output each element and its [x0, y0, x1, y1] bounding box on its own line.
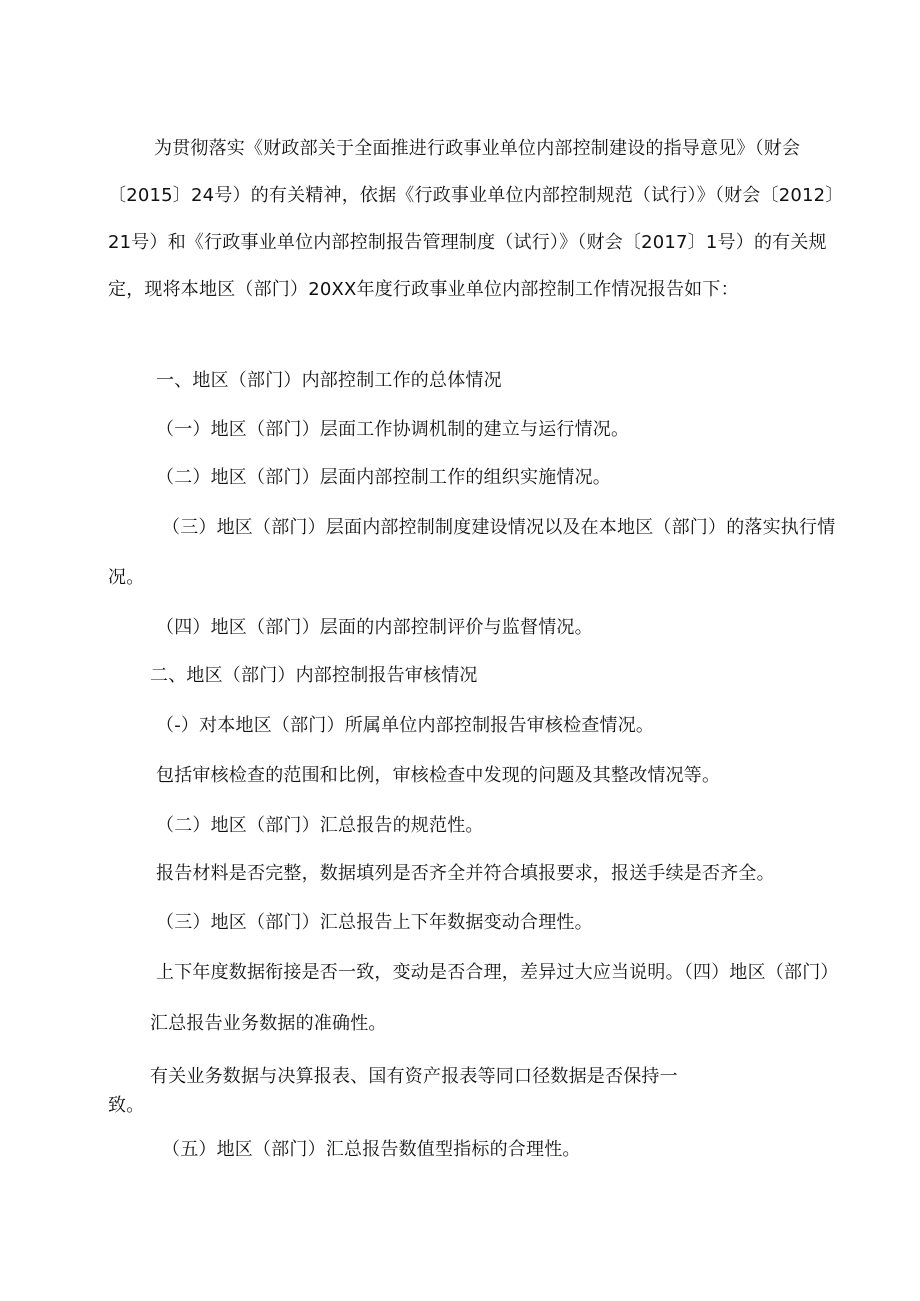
subsection-2-4: 汇总报告业务数据的准确性。: [150, 1013, 387, 1034]
section-heading-1: 一、地区（部门）内部控制工作的总体情况: [156, 370, 502, 391]
subsection-1-1: （一）地区（部门）层面工作协调机制的建立与运行情况。: [156, 419, 630, 440]
subsection-2-4-description-continued: 致。: [108, 1095, 145, 1116]
subsection-2-2-description: 报告材料是否完整，数据填列是否齐全并符合填报要求，报送手续是否齐全。: [156, 863, 775, 884]
subsection-2-1: （-）对本地区（部门）所属单位内部控制报告审核检查情况。: [156, 715, 655, 736]
intro-paragraph: 为贯彻落实《财政部关于全面推进行政事业单位内部控制建设的指导意见》（财会〔2015〕24号）的有关精神，依据《行政事业单位内部控制规范（试行）》（财会〔2012〕21号）和《行政事业单位内部控制报告管理制度（试行）》（财会〔2017〕1号）的有关规定，现将本地区（部门）20XX年度行政事业单位内部控制工作情况报告如下：: [108, 138, 835, 300]
subsection-1-4: （四）地区（部门）层面的内部控制评价与监督情况。: [156, 617, 593, 638]
subsection-2-1-description: 包括审核检查的范围和比例，审核检查中发现的问题及其整改情况等。: [156, 765, 721, 786]
section-heading-2: 二、地区（部门）内部控制报告审核情况: [150, 665, 478, 686]
subsection-1-3: （三）地区（部门）层面内部控制制度建设情况以及在本地区（部门）的落实执行情: [162, 517, 836, 538]
subsection-2-5: （五）地区（部门）汇总报告数值型指标的合理性。: [162, 1139, 581, 1160]
subsection-2-3-description: 上下年度数据衔接是否一致，变动是否合理，差异过大应当说明。（四）地区（部门）: [156, 962, 839, 983]
subsection-1-3-continued: 况。: [108, 567, 145, 588]
subsection-2-2: （二）地区（部门）汇总报告的规范性。: [156, 815, 484, 836]
subsection-2-3: （三）地区（部门）汇总报告上下年数据变动合理性。: [156, 912, 593, 933]
subsection-1-2: （二）地区（部门）层面内部控制工作的组织实施情况。: [156, 467, 611, 488]
subsection-2-4-description: 有关业务数据与决算报表、国有资产报表等同口径数据是否保持一: [150, 1066, 678, 1087]
